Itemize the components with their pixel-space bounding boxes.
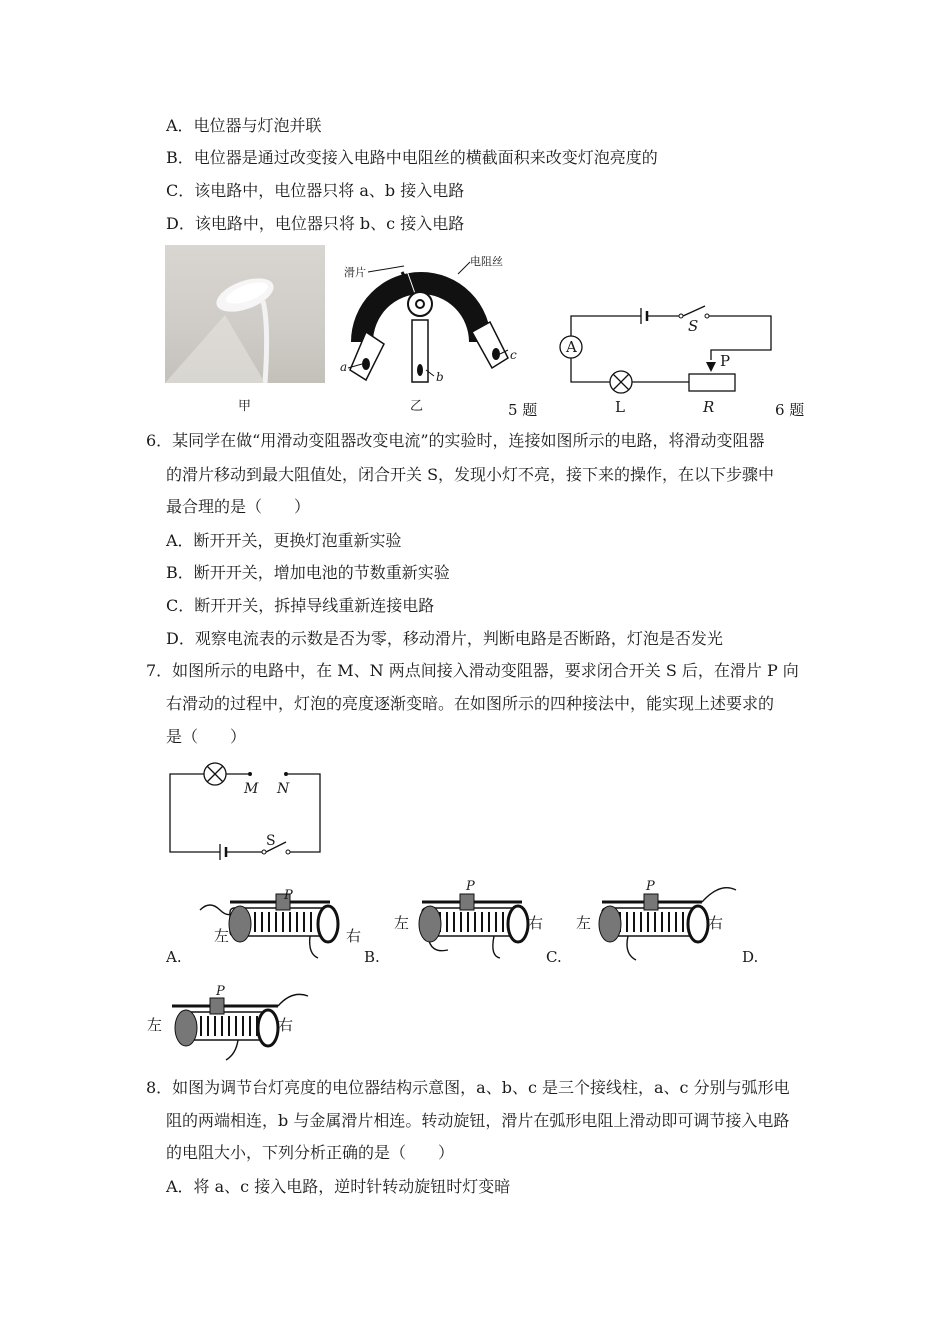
q6-circuit-diagram <box>555 300 785 400</box>
q7-circuit-diagram <box>168 762 328 860</box>
q6-stem-line-3: 最合理的是（ ） <box>166 497 311 516</box>
slider-p-label: P <box>720 352 731 370</box>
rheostat-b-left-label: 左 <box>394 914 410 932</box>
rheostat-d-slider-label: P <box>216 984 225 999</box>
choice-d-label: D. <box>742 948 759 966</box>
slider-label: 滑片 <box>344 266 366 279</box>
q6-option-a: A．断开开关，更换灯泡重新实验 <box>166 531 402 550</box>
terminal-m-label: M <box>244 781 259 797</box>
q8-stem-line-1: 8．如图为调节台灯亮度的电位器结构示意图，a、b、c 是三个接线柱，a、c 分别与弧形电 <box>146 1078 790 1097</box>
rheostat-r-label: R <box>703 398 715 416</box>
rheostat-a-left-label: 左 <box>214 927 230 945</box>
q7-stem-line-1: 7．如图所示的电路中，在 M、N 两点间接入滑动变阻器，要求闭合开关 S 后，在滑片 P 向 <box>146 661 799 680</box>
q8-option-a: A．将 a、c 接入电路，逆时针转动旋钮时灯变暗 <box>166 1177 511 1196</box>
q6-option-c: C．断开开关，拆掉导线重新连接电路 <box>166 596 435 615</box>
desk-lamp-illustration <box>165 245 325 383</box>
q7-switch-s-label: S <box>266 833 276 849</box>
choice-a-label: A. <box>166 948 182 966</box>
lamp-l-label: L <box>615 398 625 416</box>
desk-lamp-photo <box>165 245 325 383</box>
rheostat-d-left-label: 左 <box>147 1016 163 1034</box>
choice-c-label: C. <box>546 948 562 966</box>
q5-option-d: D．该电路中，电位器只将 b、c 接入电路 <box>166 214 465 233</box>
rheostat-b-right-label: 右 <box>528 914 544 932</box>
potentiometer-diagram <box>340 250 520 390</box>
q7-stem-line-3: 是（ ） <box>166 727 247 746</box>
switch-s-label: S <box>688 317 699 335</box>
rheostat-c-left-label: 左 <box>576 914 592 932</box>
terminal-b-label: b <box>436 370 444 384</box>
rheostat-b-slider-label: P <box>466 879 475 894</box>
figure-yi-label: 乙 <box>410 399 424 414</box>
q6-stem-line-1: 6．某同学在做“用滑动变阻器改变电流”的实验时，连接如图所示的电路，将滑动变阻器 <box>146 431 765 450</box>
q5-option-a: A．电位器与灯泡并联 <box>166 116 322 135</box>
q6-option-d: D．观察电流表的示数是否为零，移动滑片，判断电路是否断路，灯泡是否发光 <box>166 629 723 648</box>
q6-option-b: B．断开开关，增加电池的节数重新实验 <box>166 563 450 582</box>
q5-option-c: C．该电路中，电位器只将 a、b 接入电路 <box>166 181 465 200</box>
q5-option-b: B．电位器是通过改变接入电路中电阻丝的横截面积来改变灯泡亮度的 <box>166 148 658 167</box>
rheostat-a-right-label: 右 <box>346 927 362 945</box>
rheostat-a-slider-label: P <box>284 888 293 903</box>
ammeter-label: A <box>566 338 577 356</box>
rheostat-c-right-label: 右 <box>708 914 724 932</box>
q6-figure-caption: 6 题 <box>775 401 805 419</box>
q7-stem-line-2: 右滑动的过程中，灯泡的亮度逐渐变暗。在如图所示的四种接法中，能实现上述要求的 <box>166 694 775 713</box>
terminal-n-label: N <box>277 781 290 797</box>
rheostat-d-right-label: 右 <box>278 1016 294 1034</box>
q8-stem-line-3: 的电阻大小，下列分析正确的是（ ） <box>166 1143 455 1162</box>
rheostat-option-a <box>200 880 360 960</box>
q8-stem-line-2: 阻的两端相连，b 与金属滑片相连。转动旋钮，滑片在弧形电阻上滑动即可调节接入电路 <box>166 1111 790 1130</box>
terminal-a-label: a <box>340 360 348 374</box>
q6-stem-line-2: 的滑片移动到最大阻值处，闭合开关 S，发现小灯不亮，接下来的操作，在以下步骤中 <box>166 465 775 484</box>
q5-figure-caption: 5 题 <box>508 401 538 419</box>
terminal-c-label: c <box>510 348 517 362</box>
rheostat-c-slider-label: P <box>646 879 655 894</box>
figure-jia-label: 甲 <box>238 399 252 414</box>
resistance-wire-label: 电阻丝 <box>470 255 503 268</box>
choice-b-label: B. <box>364 948 380 966</box>
